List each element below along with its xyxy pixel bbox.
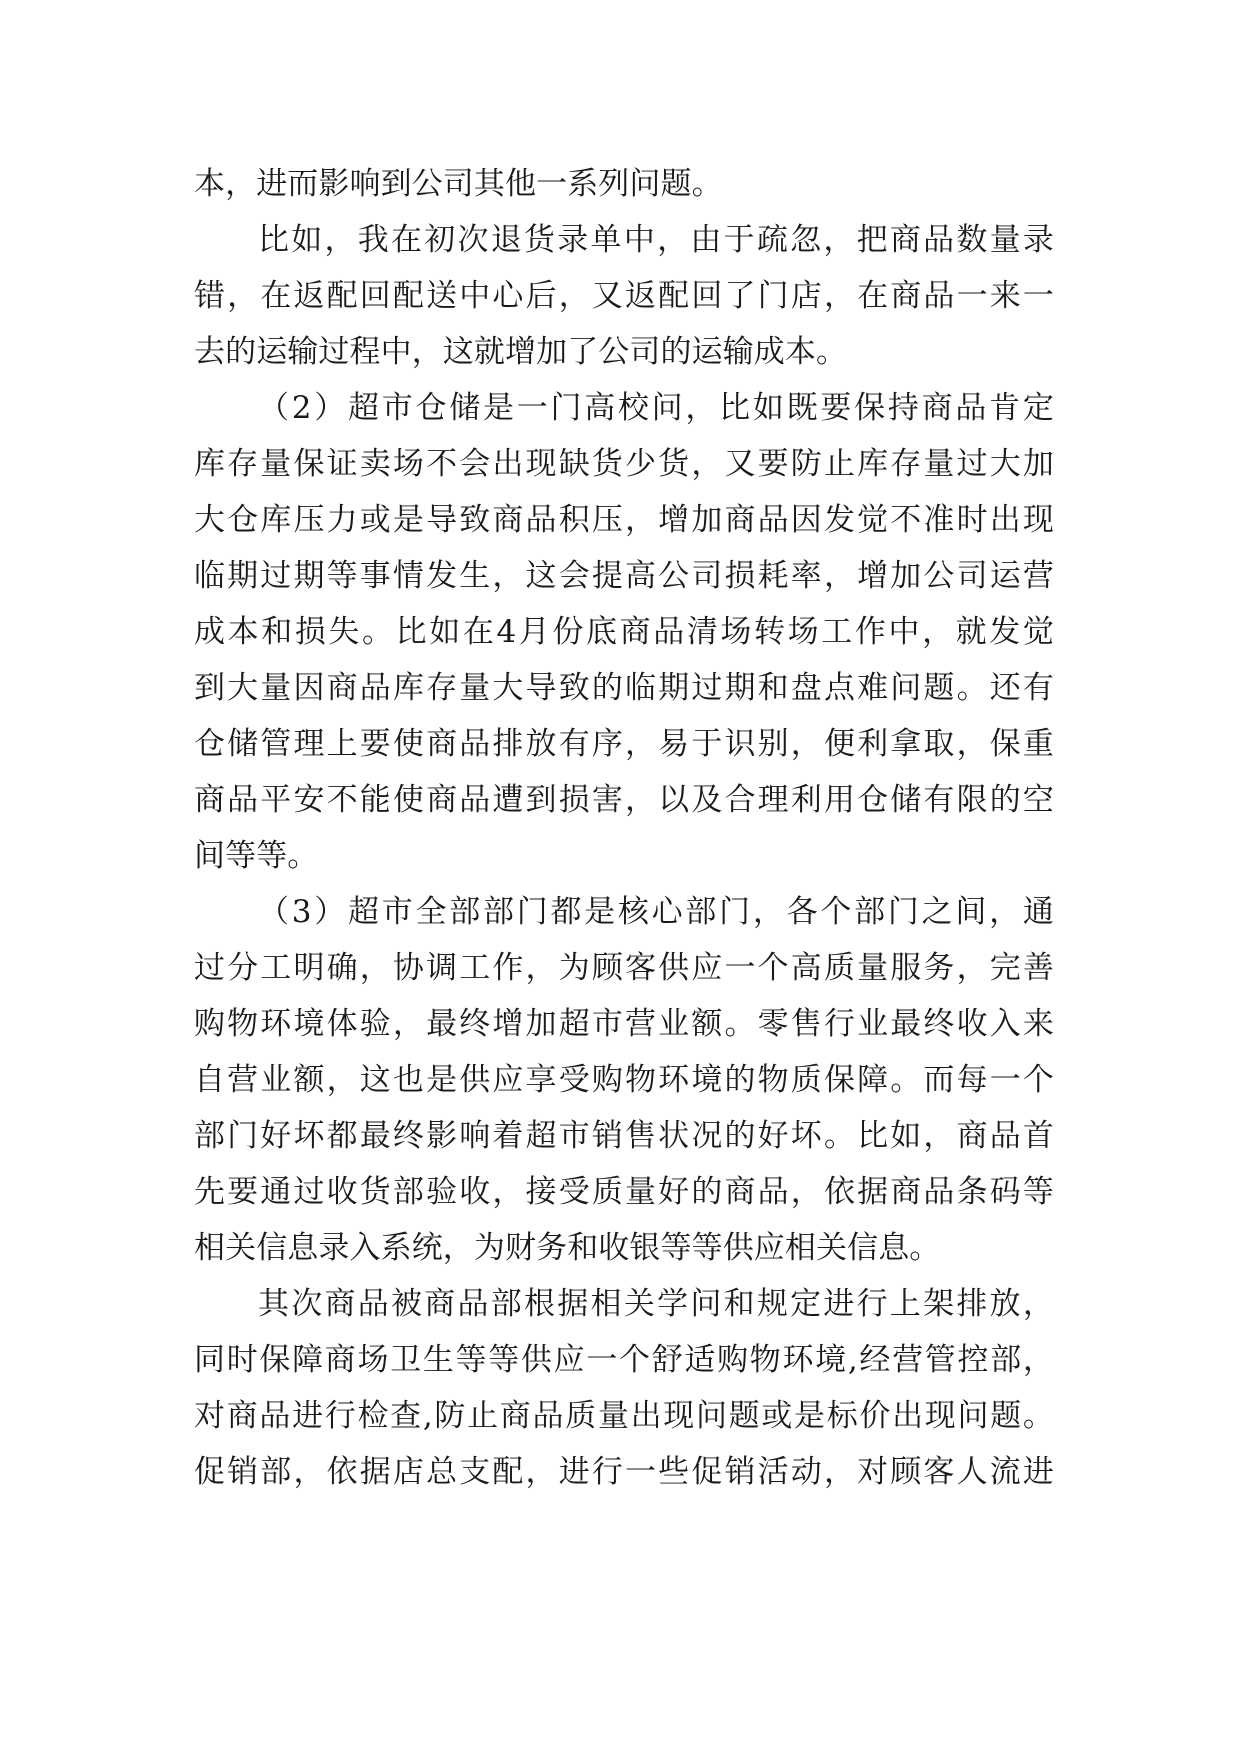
text-line: （2）超市仓储是一门高校问，比如既要保持商品肯定 <box>258 390 1054 426</box>
text-line: 相关信息录入系统，为财务和收银等等供应相关信息。 <box>194 1230 941 1266</box>
text-line: 自营业额，这也是供应享受购物环境的物质保障。而每一个 <box>194 1062 1054 1098</box>
body-text <box>194 156 1054 1500</box>
text-line: 去的运输过程中，这就增加了公司的运输成本。 <box>194 334 848 370</box>
text-line: 成本和损失。比如在4月份底商品清场转场工作中，就发觉 <box>194 614 1054 650</box>
text-line: 大仓库压力或是导致商品积压，增加商品因发觉不准时出现 <box>194 502 1054 538</box>
text-line: 比如，我在初次退货录单中，由于疏忽，把商品数量录 <box>258 222 1054 258</box>
text-line: 间等等。 <box>194 838 319 874</box>
text-line: 库存量保证卖场不会出现缺货少货，又要防止库存量过大加 <box>194 446 1054 482</box>
text-line: 过分工明确，协调工作，为顾客供应一个高质量服务，完善 <box>194 950 1054 986</box>
text-line: 商品平安不能使商品遭到损害，以及合理利用仓储有限的空 <box>194 782 1054 818</box>
text-line: 临期过期等事情发生，这会提高公司损耗率，增加公司运营 <box>194 558 1054 594</box>
text-line: 仓储管理上要使商品排放有序，易于识别，便利拿取，保重 <box>194 726 1054 762</box>
text-line: 其次商品被商品部根据相关学问和规定进行上架排放， <box>258 1286 1054 1322</box>
text-line: 促销部，依据店总支配，进行一些促销活动，对顾客人流进 <box>194 1454 1054 1490</box>
text-line: 先要通过收货部验收，接受质量好的商品，依据商品条码等 <box>194 1174 1054 1210</box>
text-line: 对商品进行检查,防止商品质量出现问题或是标价出现问题。 <box>194 1398 1054 1434</box>
text-line: （3）超市全部部门都是核心部门，各个部门之间，通 <box>258 894 1054 930</box>
text-line: 同时保障商场卫生等等供应一个舒适购物环境,经营管控部， <box>194 1342 1054 1378</box>
text-line: 本，进而影响到公司其他一系列问题。 <box>194 166 723 202</box>
text-line: 购物环境体验，最终增加超市营业额。零售行业最终收入来 <box>194 1006 1054 1042</box>
text-line: 到大量因商品库存量大导致的临期过期和盘点难问题。还有 <box>194 670 1054 706</box>
text-line: 部门好坏都最终影响着超市销售状况的好坏。比如，商品首 <box>194 1118 1054 1154</box>
text-line: 错，在返配回配送中心后，又返配回了门店，在商品一来一 <box>194 278 1054 314</box>
